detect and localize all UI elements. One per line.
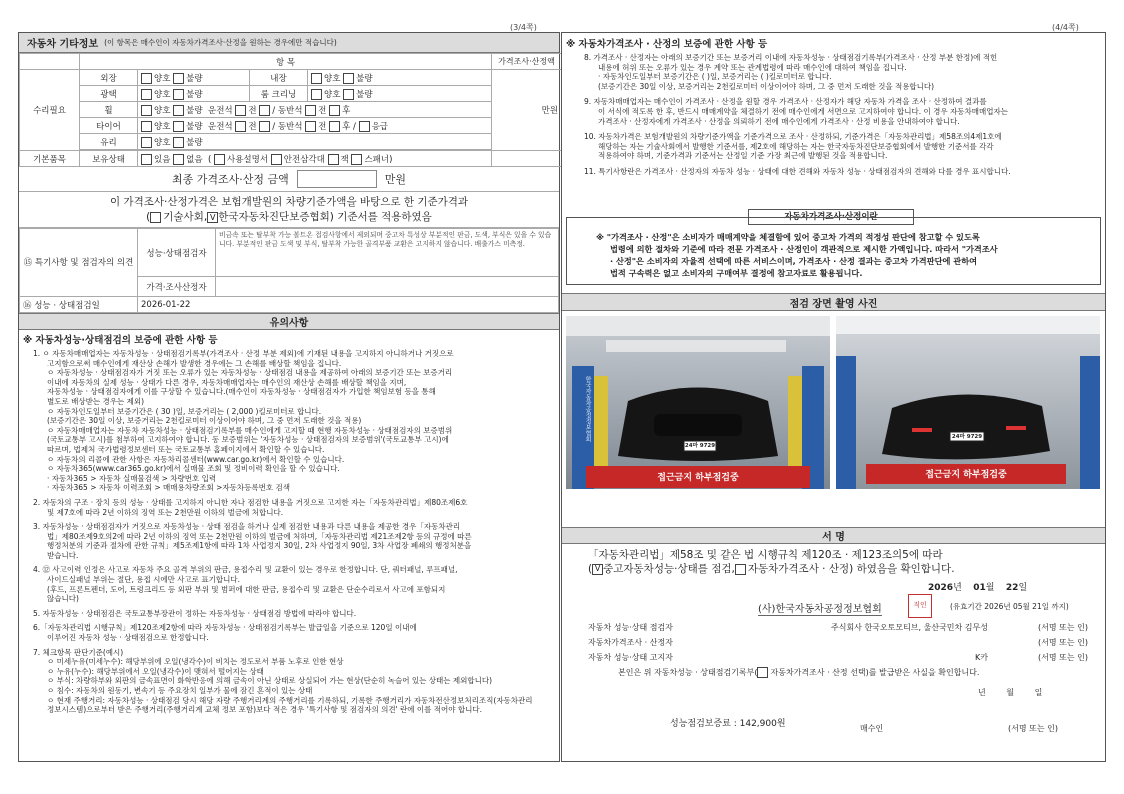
note-line: 별도로 배상받는 경우는 제외) [47, 396, 145, 406]
page-number-left: (3/4쪽) [510, 23, 537, 32]
own-status-label: 보유상태 [80, 151, 138, 167]
note-line: ㅇ 누유(누수): 해당부위에서 오일(냉각수)이 맺혀서 떨어지는 상태 [47, 666, 264, 676]
plate-number-rear: 24마 9729 [951, 434, 983, 440]
gloss-good-checkbox[interactable] [141, 89, 152, 100]
glass-bad-checkbox[interactable] [173, 137, 184, 148]
note-line: 6.「자동차관리법 시행규칙」제120조제2항에 따라 자동차성능 · 상태점검기록부는 발급일을 기준으로 120일 이내에 [33, 623, 417, 633]
note-line: 11. 특기사항란은 가격조사 · 산정자의 자동차 성능 · 상태에 대한 견해와 자동차 성능 · 상태점검자의 견해와 다를 경우 표시합니다. [584, 166, 1011, 176]
perf-check-checkbox[interactable]: V [592, 564, 603, 575]
definition-line: 법적 구속력은 없고 소비자의 구매여부 결정에 참고자료로 활용됩니다. [610, 268, 863, 278]
note-line: (국토교통부 고시)를 첨부하여 고지하여야 합니다. 동 보증범위는 '자동차성능 · 상태점검자의 보증범위'(국토교통부 고시)에 [47, 435, 449, 445]
etc-info-header [19, 33, 559, 53]
buyer-label: 매수인 [860, 724, 884, 733]
room-bad-checkbox[interactable] [343, 89, 354, 100]
photos-header: 점검 장면 촬영 사진 [562, 293, 1105, 311]
special-label: ⑮ 특기사항 및 점검자의 의견 [20, 229, 138, 297]
jack-checkbox[interactable] [328, 154, 339, 165]
price-basis-tech: 기술사회, [163, 211, 208, 223]
note-line: ㅇ 자동차의 리콜에 관한 사항은 자동차리콜센터(www.car.go.kr)에서 확인할 수 있습니다. [47, 454, 345, 464]
gloss-bad-checkbox[interactable] [173, 89, 184, 100]
signature-price: 자동차가격조사 · 산정) 하였음을 확인합니다. [747, 563, 955, 575]
signature-date: 2026년 01월 22일 [928, 583, 1028, 593]
notice-body [19, 330, 559, 720]
note-line: 9. 자동차매매업자는 매수인이 가격조사 · 산정을 원할 경우 가격조사 · 산정자가 해당 자동차 가격을 조사 · 산정하여 결과를 [584, 97, 987, 107]
glass-good-checkbox[interactable] [141, 137, 152, 148]
room-good-checkbox[interactable] [311, 89, 322, 100]
wheel-label: 휠 [80, 102, 138, 118]
note-line: 가격조사 · 산정자에게 가격조사 · 산정을 의뢰하기 전에 매수인에게 가격조사 · 산정 비용을 안내하여야 합니다. [598, 116, 960, 126]
check-date-label: ⑯ 성능 · 상태점검일 [20, 297, 138, 313]
price-basis-assoc: 한국자동차진단보증협회) 기준서를 적용하였음 [218, 211, 432, 223]
confirm-text-a: 본인은 위 자동차성능 · 상태점검기록부( [618, 668, 758, 677]
wheel-good-checkbox[interactable] [141, 105, 152, 116]
note-line: 이내에 자동차의 실제 성능 · 상태가 다른 경우, 자동차매매업자는 매수인의 재산상 손해를 배상할 책임을 지며, [47, 377, 407, 387]
tech-society-checkbox[interactable] [150, 212, 161, 223]
tire-driver-front-checkbox[interactable] [235, 121, 246, 132]
exterior-bad-checkbox[interactable] [173, 73, 184, 84]
note-line: 2. 자동차의 구조 · 장치 등의 성능 · 상태를 고지하지 아니한 자나 점검한 내용을 거짓으로 고지한 자는「자동차관리법」제80조제6호 [33, 497, 468, 507]
signature-rows [588, 620, 1098, 680]
inspection-photo-rear [836, 316, 1100, 489]
notice-heading: ※ 자동차성능·상태점검의 보증에 관한 사항 등 [23, 335, 218, 346]
final-price-input[interactable] [297, 170, 377, 188]
price-unit: 만원 [492, 70, 562, 151]
official-seal: 직인 [908, 594, 932, 618]
note-line: 및 제7호에 따라 2년 이하의 징역 또는 2천만원 이하의 벌금에 처합니다. [47, 507, 284, 517]
inspector-value: 주식회사 한국오토모티브, 울산국민차 김무성 [830, 623, 988, 632]
note-line: (보증기간은 30일 이상, 보증거리는 2천킬로미터 이상이어야 하며, 그 중 먼저 도래한 것을 적용합니다) [598, 81, 935, 91]
note-line: 않습니다) [47, 594, 79, 604]
note-line: 1. ㅇ 자동차매매업자는 자동차성능 · 상태점검기록부(가격조사 · 산정 부분 제외)에 기재된 내용을 고지하지 아니하거나 거짓으로 [33, 349, 454, 358]
note-line: 5. 자동차성능 · 상태점검은 국토교통부장관이 정하는 자동차성능 · 상태점검 방법에 따라야 합니다. [33, 608, 357, 618]
none-checkbox[interactable] [173, 154, 184, 165]
signature-statement: 「자동차관리법」제58조 및 같은 법 시행규칙 제120조 · 제123조의5에 따라 ( V 중고자동차성능·상태를 점검, 자동차가격조사 · 산정) 하였음을 확인합니다. [588, 549, 955, 575]
tire-rear-checkbox[interactable] [329, 121, 340, 132]
price-checker-signature[interactable]: (서명 또는 인) [1038, 638, 1088, 647]
lift-banner-rear: 접근금지 하부점검중 [925, 470, 1007, 480]
wheel-rear-checkbox[interactable] [329, 105, 340, 116]
etc-info-table: 항 목 가격조사·산정액 수리필요 외장 양호 불량 내장 양호 불량 만원 광택 양호 불량 룸 크리닝 양호 불량 휠 양호 불량 운전석 전 / 동반석 전 후 타이어 양호 불량 운전석 전 / 동반석 전 후 / 응급 유리 양호 불량 기본품목 보유상태 있음 없음 ( 사용설명서 안전삼각대 잭 스패너) [19, 53, 562, 167]
basic-label: 기본품목 [20, 151, 80, 167]
inspector-label: 자동차 성능·상태 점검자 [588, 623, 673, 632]
tire-front-checkbox[interactable] [305, 121, 316, 132]
note-line: 7. 체크항목 판단기준(예시) [33, 647, 124, 657]
note-line: · 자동차365 > 자동차 이력조회 > 매매용차량조회 >자동차등록번호 검색 [47, 483, 290, 493]
note-line: 10. 자동차가격은 보험개발원의 차량기준가액을 기준가격으로 조사 · 산정하되, 기준가격은「자동차관리법」제58조의4제1호에 [584, 132, 1002, 142]
inspector-signature[interactable]: (서명 또는 인) [1038, 623, 1088, 632]
signature-header: 서 명 [562, 527, 1105, 544]
confirm-price-checkbox[interactable] [757, 667, 768, 678]
note-line: ㅇ 현재 주행거리: 자동차성능 · 상태점검 당시 해당 자량 주행거리계의 주행거리를 기록하되, 기록한 주행거리가 자동차전산정보처리조직(자동차관리 [47, 695, 533, 705]
note-line: (후드, 프론트펜더, 도어, 트렁크리드 등 외판 부위 및 범퍼에 대한 판금, 용접수리 및 교환은 단순수리로서 사고에 포함되지 [47, 584, 446, 594]
wheel-front-checkbox[interactable] [305, 105, 316, 116]
tire-passenger-checkbox[interactable] [259, 121, 270, 132]
lift-side-text: 한국자동차공정정보협회 [584, 376, 591, 442]
price-checker-sign-label: 자동차가격조사 · 산정자 [588, 638, 673, 647]
exterior-label: 외장 [80, 70, 138, 86]
note-line: 정보시스템)으로부터 받은 주행거리(주행거리계 교체 정보 포함)보다 적은 경우 '특기사항 및 점검자의 의견' 란에 이를 적어야 합니다. [47, 705, 483, 715]
check-date-value: 2026-01-22 [138, 297, 559, 313]
note-line: ㅇ 침수: 자동차의 원동기, 변속기 등 주요장치 일부가 물에 잠긴 흔적이 있는 상태 [47, 686, 313, 695]
note-line: 내용에 허위 또는 오류가 있는 경우 계약 또는 관계법령에 따라 매수인에 대하여 책임을 집니다. [598, 62, 907, 72]
confirm-text-b: 자동차가격조사 · 산정 선택)를 발급받은 사실을 확인합니다. [770, 668, 980, 677]
tire-good-checkbox[interactable] [141, 121, 152, 132]
note-line: 따르며, 법제처 국가법령정보센터 또는 국토교통부 홈페이지에서 확인할 수 있습니다. [47, 444, 325, 454]
tire-label: 타이어 [80, 118, 138, 134]
signature-perf: 중고자동차성능·상태를 점검, [603, 563, 735, 575]
signature-line1: 「자동차관리법」제58조 및 같은 법 시행규칙 제120조 · 제123조의5에 따라 [588, 549, 943, 561]
gloss-label: 광택 [80, 86, 138, 102]
note-line: 행정처분의 기준과 절차에 관한 규칙」제5조제1항에 따라 1차 사업정지 30일, 2차 사업정지 90일, 3차 사업장 폐쇄의 행정처분을 [47, 541, 472, 551]
price-basis: 이 가격조사·산정가격은 보험개발원의 차량기준가액을 바탕으로 한 기준가격과 ( 기술사회, V 한국자동차진단보증협회) 기준서를 적용하였음 [19, 192, 559, 228]
price-guarantee-heading: ※ 자동차가격조사 · 산정의 보증에 관한 사항 등 [566, 39, 768, 50]
note-line: 이 서식에 적도록 한 후, 반드시 매매계약을 체결하기 전에 매수인에게 서면으로 고지하여야 합니다. 이 경우 자동차매매업자는 [598, 106, 1009, 116]
have-checkbox[interactable] [141, 154, 152, 165]
exterior-good-checkbox[interactable] [141, 73, 152, 84]
triangle-checkbox[interactable] [271, 154, 282, 165]
col-item: 항 목 [80, 54, 492, 70]
note-line: (보증기간은 30일 이상, 보증거리는 2천킬로미터 이상이어야 하며, 그 중 먼저 도래한 것을 적용) [47, 416, 362, 426]
note-line: 받습니다. [47, 550, 79, 560]
note-line: 8. 가격조사 · 산정자는 아래의 보증기간 또는 보증거리 이내에 자동차성능 · 상태점검기록부(가격조사 · 산정 부분 한정)에 적힌 [584, 53, 998, 62]
note-line: ㅇ 부식: 차량하부와 외판의 금속표면이 화학반응에 의해 금속이 아닌 상태로 상실되어 가는 현상(단순히 녹슬어 있는 상태는 제외합니다) [47, 676, 492, 686]
tire-emergency-checkbox[interactable] [359, 121, 370, 132]
etc-info-title: 자동차 기타정보 [27, 39, 99, 50]
notifier-label: 자동차 성능·상태 고지자 [588, 653, 673, 662]
notifier-signature[interactable]: (서명 또는 인) [1038, 653, 1088, 662]
spanner-checkbox[interactable] [351, 154, 362, 165]
right-page [561, 32, 1106, 762]
col-price: 가격조사·산정액 [492, 54, 562, 70]
blank-date: 년 월 일 [978, 688, 1043, 697]
wheel-driver-front-checkbox[interactable] [235, 105, 246, 116]
note-line: · 자동차365 > 자동차 실매물검색 > 차량번호 입력 [47, 473, 217, 483]
note-line: 법」제80조제9호의2에 따라 2년 이하의 징역 또는 2천만원 이하의 벌금에 처하며,「자동차관리법 제21조제2항 등의 규정에 따른 [47, 531, 472, 541]
wheel-bad-checkbox[interactable] [173, 105, 184, 116]
interior-good-checkbox[interactable] [311, 73, 322, 84]
etc-info-subtitle: (이 항목은 매수인이 자동차가격조사·산정을 원하는 경우에만 적습니다) [104, 38, 337, 47]
note-line: ㅇ 미세누유(미세누수): 해당부위에 오일(냉각수)이 비치는 정도로서 부품 노후로 인한 현상 [47, 657, 344, 667]
price-check-checkbox[interactable] [735, 564, 746, 575]
note-line: · 자동차인도일부터 보증기간은 ( )일, 보증거리는 ( )킬로미터로 합니다. [598, 72, 832, 82]
tire-bad-checkbox[interactable] [173, 121, 184, 132]
note-line: ㅇ 자동차성능 · 상태점검자가 거짓 또는 오류가 있는 자동차성능 · 상태점검 내용을 제공하여 아래의 보증기간 또는 보증거리 [47, 368, 453, 378]
note-line: 사이드실패널 부위는 절단, 용접 시에만 사고로 표기합니다. [47, 575, 240, 585]
final-price-row [19, 167, 559, 192]
note-line: 해당하는 자는 기술사회에서 발행한 기준서를, 제2호에 해당하는 자는 한국자동차진단보증협회에서 발행한 기준서를 각각 [598, 141, 994, 151]
definition-line: 법령에 의한 절차와 기준에 따라 전문 가격조사 · 산정인이 객관적으로 제시한 가액입니다. 따라서 "가격조사 [610, 244, 998, 254]
buyer-signature[interactable]: (서명 또는 인) [1008, 724, 1058, 733]
glass-label: 유리 [80, 134, 138, 150]
repair-label: 수리필요 [20, 70, 80, 151]
perf-status-label: 성능·상태점검자 [138, 229, 216, 277]
plate-number-front: 24마 9729 [684, 443, 716, 449]
definition-title: 자동차가격조사·산정이란 [748, 209, 914, 225]
wheel-passenger-checkbox[interactable] [259, 105, 270, 116]
definition-line: ※ "가격조사 · 산정"은 소비자가 매매계약을 체결함에 있어 중고차 가격의 적정성 판단에 참고할 수 있도록 [596, 232, 980, 242]
notice-header: 유의사항 [19, 313, 559, 330]
note-line: 적용하여야 하며, 기준가격과 기준서는 산정일 기준 가장 최근에 발행된 것을 적용합니다. [598, 151, 888, 161]
final-price-unit: 만원 [384, 173, 406, 186]
manual-checkbox[interactable] [214, 154, 225, 165]
special-table [19, 228, 559, 313]
guarantee-fee: 성능점검보증료 : 142,900원 [670, 719, 786, 729]
validity-period: (유효기간 2026년 05월 21일 까지) [950, 602, 1069, 611]
left-page [18, 32, 560, 762]
association-checkbox[interactable]: V [207, 212, 218, 223]
inspection-photo-front [566, 316, 830, 489]
definition-line: · 산정"은 소비자의 자율적 선택에 따른 서비스이며, 가격조사 · 산정 결과는 중고차 가격판단에 관하여 [610, 256, 978, 266]
note-line: 고지함으로써 매수인에게 재산상 손해가 발생한 경우에는 그 손해를 배상할 책임을 집니다. [47, 358, 342, 368]
note-line: ㅇ 자동차인도일부터 보증기간은 ( 30 )일, 보증거리는 ( 2,000 )킬로미터로 합니다. [47, 406, 322, 416]
price-basis-line1: 이 가격조사·산정가격은 보험개발원의 차량기준가액을 바탕으로 한 기준가격과 [109, 196, 469, 208]
note-line: 이루어진 자동차 성능 · 상태점검으로 한정합니다. [47, 633, 209, 643]
notifier-value: K카 [975, 653, 988, 662]
note-line: ㅇ 자동차매매업자는 자동차 자동차성능 · 상태점검기록부를 매수인에게 고지할 때 현행 자동차성능 · 상태점검자의 보증범위 [47, 425, 453, 435]
room-clean-label: 룸 크리닝 [250, 86, 308, 102]
note-line: 3. 자동차성능 · 상태점검자가 거짓으로 자동차성능 · 상태 점검을 하거나 실제 점검한 내용과 다른 내용을 제공한 경우「자동차관리 [33, 522, 461, 532]
price-checker-label: 가격·조사산정자 [138, 277, 216, 297]
page-number-right: (4/4쪽) [1052, 23, 1079, 32]
note-line: 자동차성능 · 상태점검자에게 이를 구상할 수 있습니다.(매수인이 자동차성능 · 상태점검자가 가입한 책임보험 등을 통해 [47, 387, 436, 397]
definition-text [596, 231, 1086, 279]
final-price-label: 최종 가격조사·산정 금액 [171, 173, 289, 186]
issuing-org: (사)한국자동차공정정보협회 [758, 600, 882, 616]
note-line: ㅇ 자동차365(www.car365.go.kr)에서 실매물 조회 및 정비이력 확인을 할 수 있습니다. [47, 464, 340, 474]
note-line: 4. ⑫ 사고이력 인정은 사고로 자동차 주요 골격 부위의 판금, 용접수리 및 교환이 있는 경우로 한정합니다. 단, 쿼터패널, 루프패널, [33, 565, 458, 575]
interior-label: 내장 [250, 70, 308, 86]
lift-banner-front: 접근금지 하부점검중 [657, 473, 739, 483]
interior-bad-checkbox[interactable] [343, 73, 354, 84]
special-opinion-text: 비금속 또는 탈부착 가능 볼트온 접검사항에서 제외되며 중고차 특성상 부분적인 판금, 도색, 부식은 있을 수 있습니다. 부분적인 판금 도색 및 부식, 탈부착 가능한 골격부품 교환은 고지하지 않습니다. 배출가스 미측정. [216, 229, 559, 277]
